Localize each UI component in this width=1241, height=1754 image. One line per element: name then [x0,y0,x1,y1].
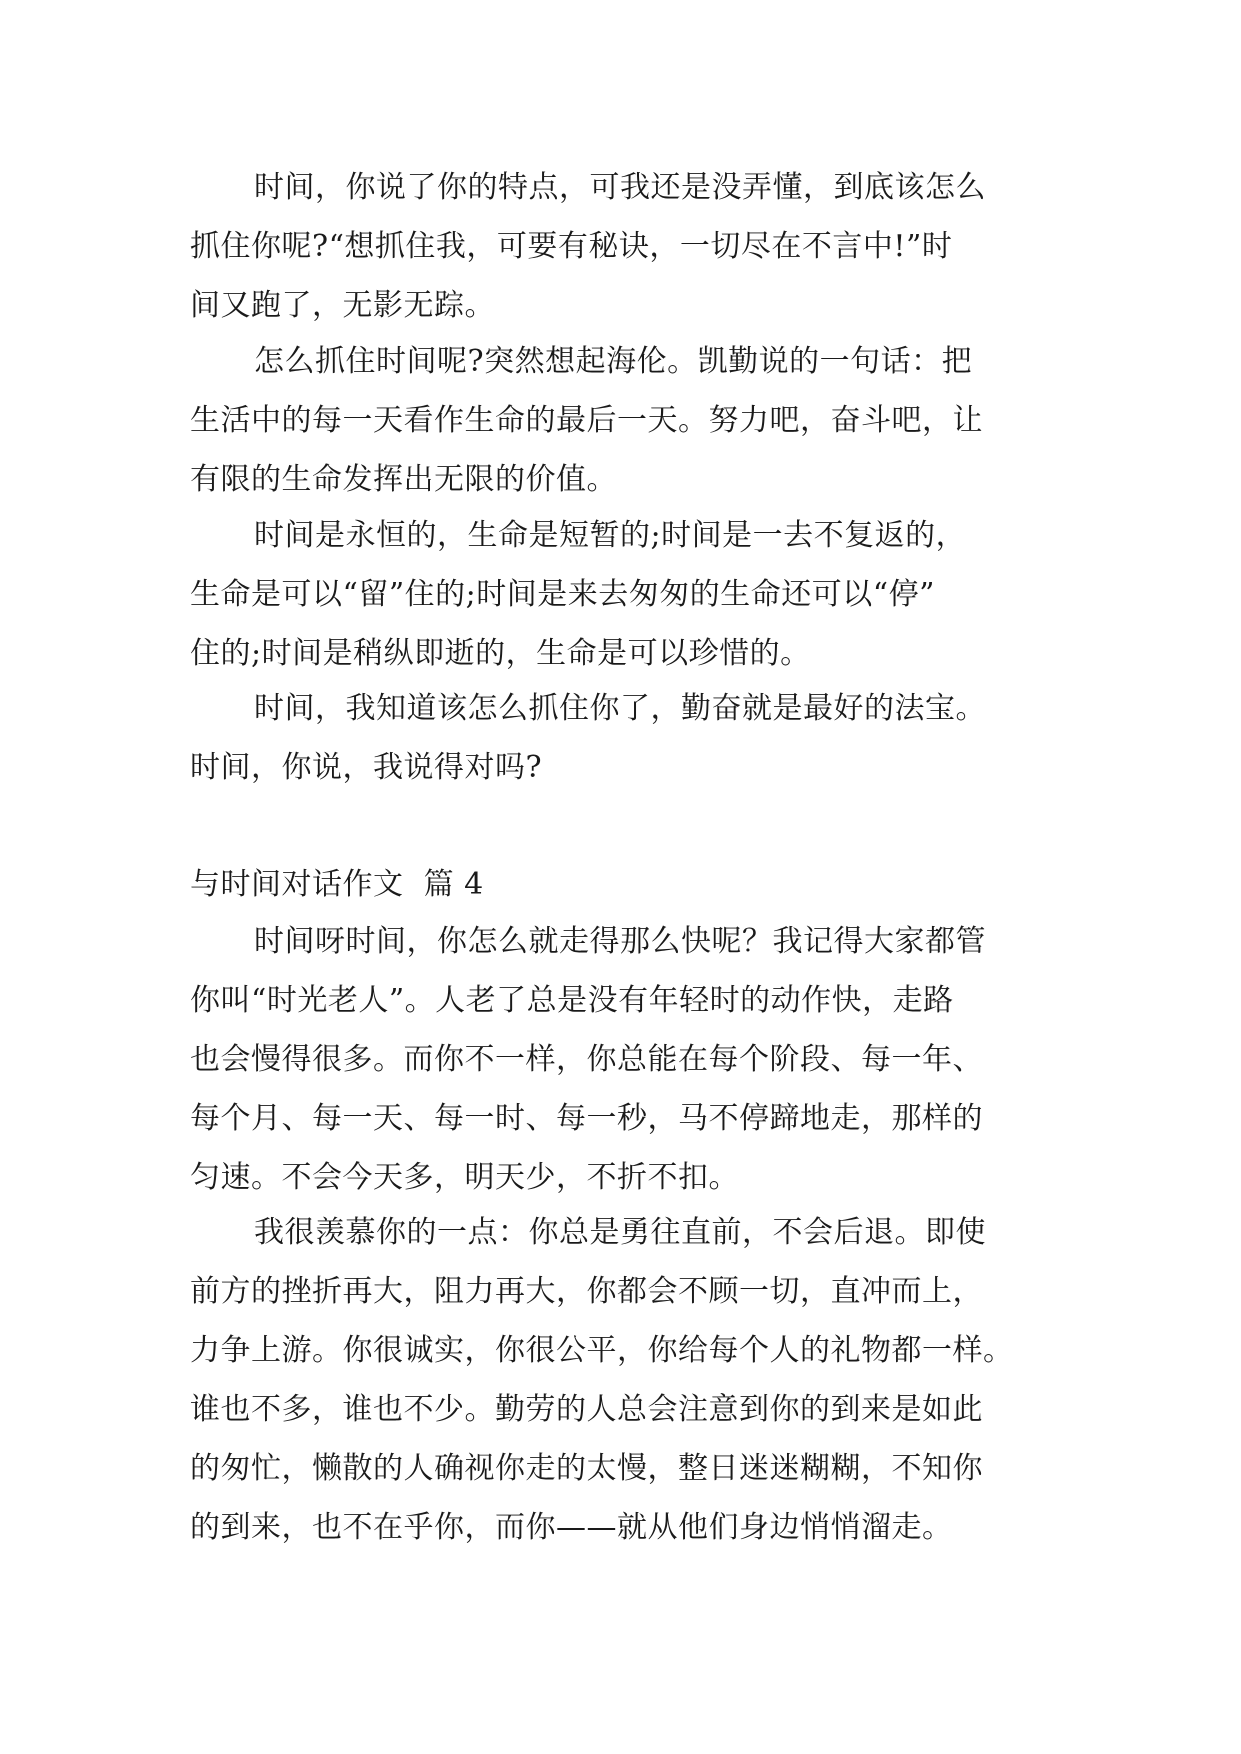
paragraph [190,158,1070,335]
paragraph-line: 每个月、每一天、每一时、每一秒，马不停蹄地走，那样的 [190,1101,983,1136]
paragraph-line: 怎么抓住时间呢?突然想起海伦。凯勤说的一句话：把 [254,344,973,379]
paragraph-line: 前方的挫折再大，阻力再大，你都会不顾一切，直冲而上， [190,1274,983,1309]
paragraph-line: 我很羡慕你的一点：你总是勇往直前，不会后退。即使 [254,1215,986,1250]
paragraph-line: 匀速。不会今天多，明天少，不折不扣。 [190,1160,739,1195]
paragraph-line: 的到来，也不在乎你，而你——就从他们身边悄悄溜走。 [190,1510,953,1545]
paragraph-line: 的匆忙，懒散的人确视你走的太慢，整日迷迷糊糊，不知你 [190,1451,983,1486]
section-heading: 与时间对话作文 篇 4 [190,867,484,902]
paragraph-line: 也会慢得很多。而你不一样，你总能在每个阶段、每一年、 [190,1042,983,1077]
paragraph-line: 谁也不多，谁也不少。勤劳的人总会注意到你的到来是如此 [190,1392,983,1427]
paragraph [190,912,1070,1207]
paragraph-line: 生活中的每一天看作生命的最后一天。努力吧，奋斗吧，让 [190,403,983,438]
paragraph-line: 时间呀时间，你怎么就走得那么快呢？我记得大家都管 [254,924,986,959]
paragraph-line: 时间，你说了你的特点，可我还是没弄懂，到底该怎么 [254,170,986,205]
paragraph-line: 时间是永恒的，生命是短暂的;时间是一去不复返的， [254,518,967,553]
paragraph-line: 住的;时间是稍纵即逝的，生命是可以珍惜的。 [190,636,811,671]
section-heading-block [190,855,1070,914]
paragraph-line: 力争上游。你很诚实，你很公平，你给每个人的礼物都一样。 [190,1333,1014,1368]
paragraph-line: 有限的生命发挥出无限的价值。 [190,462,617,497]
paragraph-line: 间又跑了，无影无踪。 [190,288,495,323]
paragraph-line: 你叫“时光老人”。人老了总是没有年轻时的动作快，走路 [190,983,954,1018]
paragraph-line: 时间，我知道该怎么抓住你了，勤奋就是最好的法宝。 [254,691,986,726]
paragraph [190,332,1070,509]
paragraph-line: 时间，你说，我说得对吗? [190,750,543,785]
paragraph [190,679,1070,797]
paragraph-line: 生命是可以“留”住的;时间是来去匆匆的生命还可以“停” [190,577,935,612]
paragraph [190,506,1070,683]
paragraph [190,1203,1070,1557]
paragraph-line: 抓住你呢?“想抓住我，可要有秘诀，一切尽在不言中!”时 [190,229,953,264]
